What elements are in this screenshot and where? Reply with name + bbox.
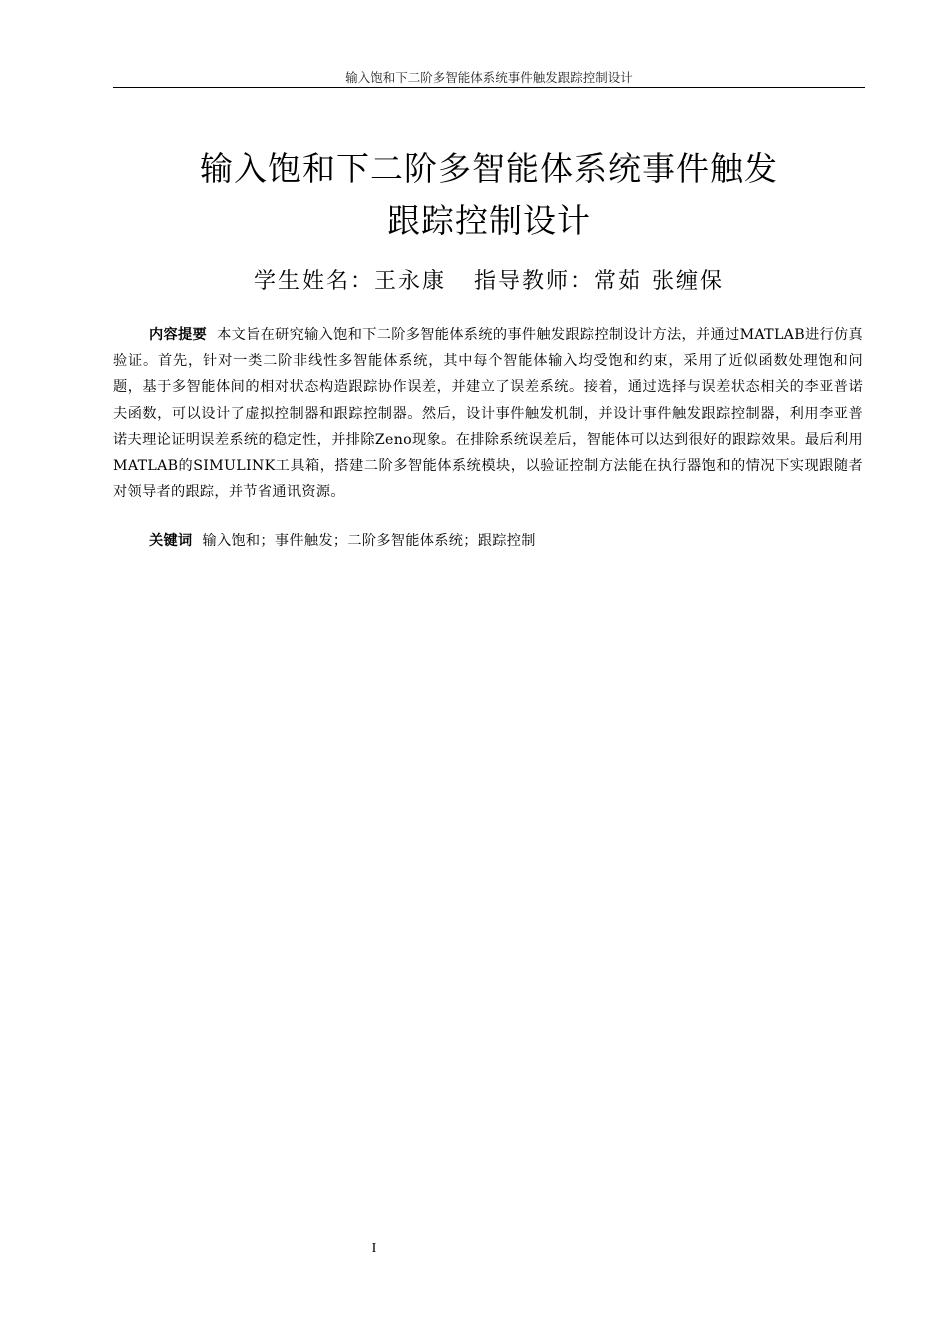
- advisor-name-1: 常茹: [594, 269, 643, 294]
- title-line-2: 跟踪控制设计: [387, 201, 591, 240]
- student-name: 王永康: [373, 269, 446, 294]
- header-rule: [113, 87, 865, 88]
- running-header: 输入饱和下二阶多智能体系统事件触发跟踪控制设计: [345, 70, 633, 85]
- advisor-label: 指导教师：: [473, 269, 594, 294]
- author-line: [113, 266, 865, 298]
- abstract-text: 本文旨在研究输入饱和下二阶多智能体系统的事件触发跟踪控制设计方法，并通过MATLAB进行仿真验证。首先，针对一类二阶非线性多智能体系统，其中每个智能体输入均受饱和约束，采用了近似函数处理饱和问题，基于多智能体间的相对状态构造跟踪协作误差，并建立了误差系统。接着，通过选择与误差状态相关的李亚普诺夫函数，可以设计了虚拟控制器和跟踪控制器。然后，设计事件触发机制，并设计事件触发跟踪控制器，利用李亚普诺夫理论证明误差系统的稳定性，并排除Zeno现象。在排除系统误差后，智能体可以达到很好的跟踪效果。最后利用MATLAB的SIMULINK工具箱，搭建二阶多智能体系统模块，以验证控制方法能在执行器饱和的情况下实现跟随者对领导者的跟踪，并节省通讯资源。: [113, 327, 863, 501]
- keywords-label: 关键词: [149, 533, 193, 549]
- advisor-name-2: 张缠保: [652, 269, 725, 294]
- paper-title: [113, 143, 865, 247]
- keywords: [113, 528, 863, 554]
- keywords-text: 输入饱和；事件触发；二阶多智能体系统；跟踪控制: [202, 533, 536, 549]
- page-number: I: [371, 1241, 377, 1256]
- abstract-label: 内容提要: [149, 327, 208, 343]
- student-label: 学生姓名：: [253, 269, 374, 294]
- abstract: [113, 322, 863, 505]
- title-line-1: 输入饱和下二阶多智能体系统事件触发: [200, 149, 778, 188]
